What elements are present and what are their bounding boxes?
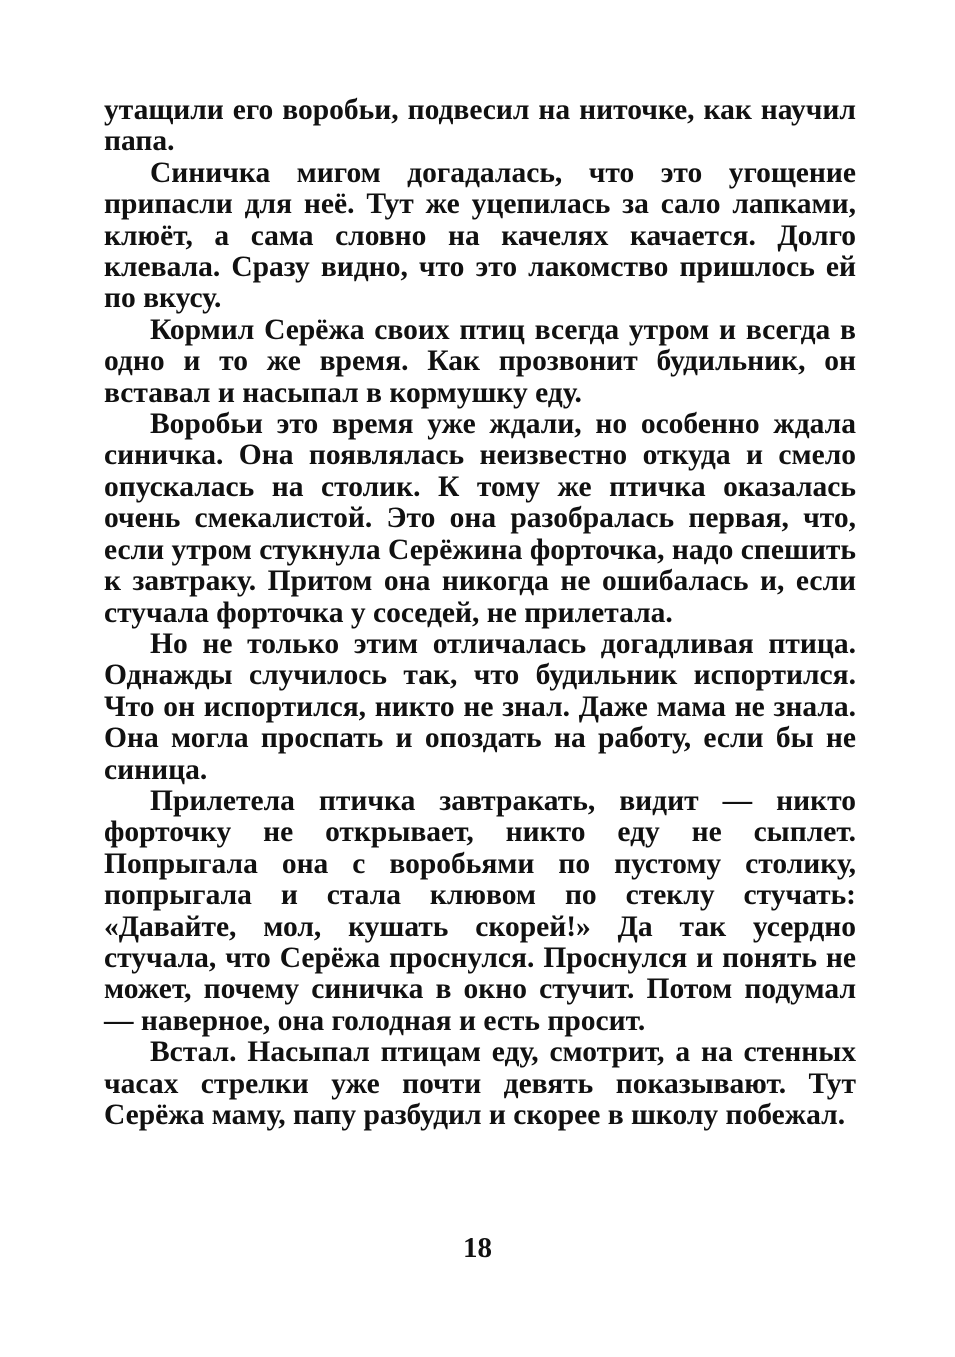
page-number: 18: [463, 1232, 492, 1264]
paragraph-2: Синичка мигом догадалась, что это угощение припасли для неё. Тут же уцепилась за сало лапками, клюёт, а сама словно на качелях качается. Долго клевала. Сразу видно, что это лакомство пришлось ей по вкусу.: [104, 156, 856, 315]
paragraph-4: Воробьи это время уже ждали, но особенно ждала синичка. Она появлялась неизвестно откуда и смело опускалась на столик. К тому же птичка оказалась очень смекалистой. Это она разобралась первая, что, если утром стукнула Серёжина форточка, надо спешить к завтраку. Притом она никогда не ошибалась и, если стучала форточка у соседей, не прилетала.: [104, 408, 856, 629]
page-text: [104, 95, 856, 1131]
paragraph-5: Но не только этим отличалась догадливая птица. Однажды случилось так, что будильник испортился. Что он испортился, никто не знал. Даже мама не знала. Она могла проспать и опоздать на работу, если бы не синица.: [104, 627, 856, 786]
paragraph-7: Встал. Насыпал птицам еду, смотрит, а на стенных часах стрелки уже почти девять показывают. Тут Серёжа маму, папу разбудил и скорее в школу побежал.: [104, 1036, 856, 1131]
paragraph-1: утащили его воробьи, подвесил на ниточке, как научил папа.: [104, 94, 856, 158]
paragraph-3: Кормил Серёжа своих птиц всегда утром и всегда в одно и то же время. Как прозвонит будильник, он вставал и насыпал в кормушку еду.: [104, 313, 856, 409]
paragraph-6: Прилетела птичка завтракать, видит — никто форточку не открывает, никто еду не сыплет. Попрыгала она с воробьями по пустому столику, попрыгала и стала клювом по стеклу стучать: «Давайте, мол, кушать скорей!» Да так усердно стучала, что Серёжа проснулся. Проснулся и понять не может, почему синичка в окно стучит. Потом подумал — наверное, она голодная и есть просит.: [104, 784, 856, 1037]
